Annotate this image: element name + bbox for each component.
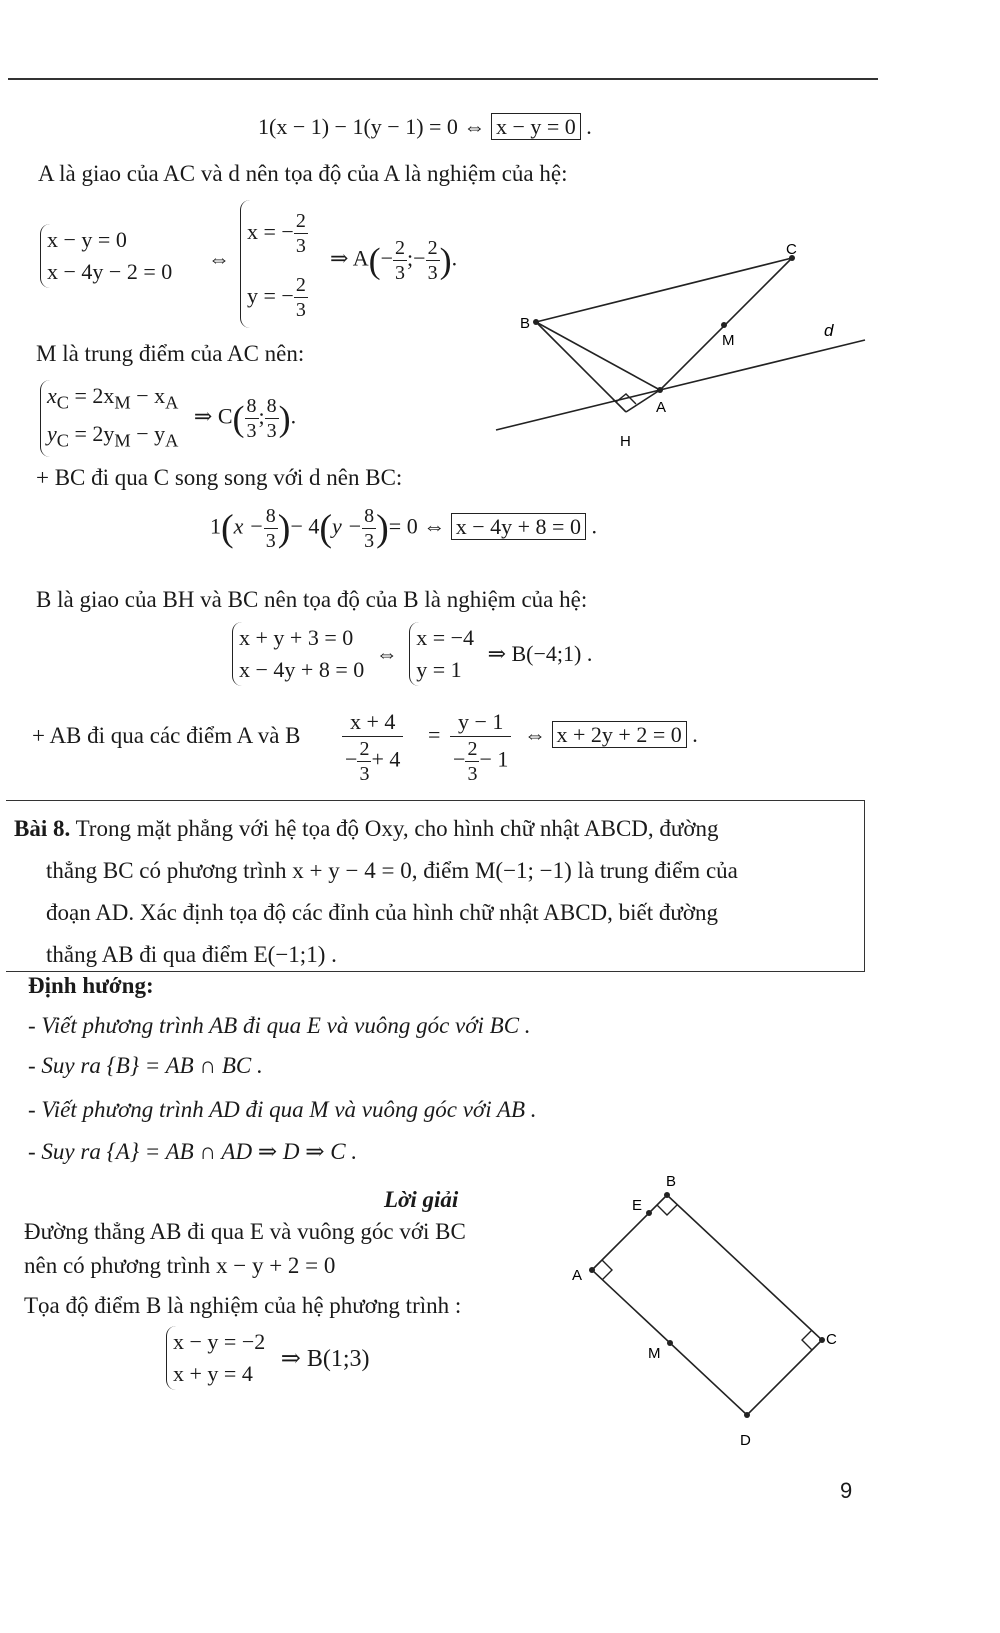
point-c2-dot bbox=[819, 1337, 825, 1343]
label-b: B bbox=[520, 315, 531, 332]
system-b-right: x = −4 y = 1 bbox=[409, 622, 474, 686]
line-d bbox=[496, 340, 865, 430]
frac-den: 3 bbox=[295, 235, 306, 258]
point-b-dot bbox=[533, 319, 539, 325]
point-b2-dot bbox=[664, 1192, 670, 1198]
eq-ac-box: x − y = 0 bbox=[491, 113, 581, 140]
point-a2-dot bbox=[589, 1267, 595, 1273]
eq-ac-result: 1(x − 1) − 1(y − 1) = 0 ⇔ x − y = 0 . bbox=[258, 114, 592, 139]
dinh-huong-title: Định hướng: bbox=[28, 973, 154, 998]
point-e-dot bbox=[646, 1210, 652, 1216]
sys-a-x: x = − bbox=[247, 219, 294, 244]
point-a-result: ⇒ A(− $\frac{2}{3}$ ;− $\frac{2}{3}$ ). bbox=[330, 237, 458, 284]
line-m-intro: M là trung điểm của AC nên: bbox=[36, 341, 305, 366]
label-a2: A bbox=[572, 1267, 583, 1284]
label-b2: B bbox=[666, 1173, 677, 1190]
eq-ac-lhs: 1(x − 1) − 1(y − 1) = 0 ⇔ bbox=[258, 114, 486, 139]
right-angle-a bbox=[602, 1260, 612, 1280]
segment-ba bbox=[536, 322, 660, 390]
system-b2: x − y = −2 x + y = 4 ⇒ B(1;3) bbox=[166, 1326, 370, 1390]
system-b-left: x + y + 3 = 0 x − 4y + 8 = 0 bbox=[232, 622, 364, 686]
step-4: - Suy ra {A} = AB ∩ AD ⇒ D ⇒ C . bbox=[28, 1139, 358, 1164]
frac-num: 2 bbox=[295, 210, 306, 233]
sys-a-row2: x − 4y − 2 = 0 bbox=[47, 259, 173, 284]
step-1: - Viết phương trình AB đi qua E và vuông góc với BC . bbox=[28, 1013, 531, 1038]
label-d: d bbox=[824, 321, 834, 340]
eq-bc-box: x − 4y + 8 = 0 bbox=[451, 513, 586, 540]
system-c bbox=[40, 380, 296, 457]
label-h: H bbox=[620, 433, 631, 450]
label-m2: M bbox=[648, 1345, 661, 1362]
label-c2: C bbox=[826, 1331, 837, 1348]
line-a-intro: A là giao của AC và d nên tọa độ của A là nghiệm của hệ: bbox=[38, 161, 568, 186]
segment-bc bbox=[536, 258, 792, 322]
figure-triangle bbox=[480, 230, 880, 460]
point-m-dot bbox=[721, 322, 727, 328]
equiv-symbol: ⇔ bbox=[208, 246, 230, 271]
system-b: x + y + 3 = 0 x − 4y + 8 = 0 ⇔ x = −4 y = 1 ⇒ B(−4;1) . bbox=[232, 622, 592, 686]
right-angle-c bbox=[802, 1330, 812, 1350]
eq-ab: + AB đi qua các điểm A và B x + 4 − $\frac{2}{3}$ + 4 = y − 1 − $\frac{2}{3}$ − 1 ⇔ x + 2y + 2 = 0 . bbox=[32, 709, 698, 785]
segment-ha bbox=[626, 390, 660, 412]
eq-bc: 1(x − $\frac{8}{3}$ )− 4(y − $\frac{8}{3}$ )= 0 ⇔ x − 4y + 8 = 0 . bbox=[210, 505, 597, 552]
step-3: - Viết phương trình AD đi qua M và vuông góc với AB . bbox=[28, 1097, 537, 1122]
rectangle-abcd bbox=[592, 1195, 822, 1415]
system-c-left: $x_C = 2x_M - x_A$ $y_C = 2y_M - y_A$ bbox=[40, 380, 178, 457]
eq-ab-box: x + 2y + 2 = 0 bbox=[552, 721, 687, 748]
sol-line-3: Tọa độ điểm B là nghiệm của hệ phương trình : bbox=[24, 1293, 462, 1318]
right-angle-b bbox=[657, 1205, 677, 1215]
label-m: M bbox=[722, 332, 735, 349]
system-a-left bbox=[40, 224, 172, 288]
label-c: C bbox=[786, 241, 797, 258]
line-b-intro: B là giao của BH và BC nên tọa độ của B là nghiệm của hệ: bbox=[36, 587, 588, 612]
label-d2: D bbox=[740, 1432, 751, 1449]
point-a-dot bbox=[657, 387, 663, 393]
header-rule bbox=[8, 78, 878, 80]
system-a bbox=[40, 200, 520, 330]
point-c-result: ⇒ C( $\frac{8}{3}$ ; $\frac{8}{3}$ ). bbox=[193, 394, 297, 442]
sys-a-row1: x − y = 0 bbox=[47, 227, 127, 252]
label-a: A bbox=[656, 399, 667, 416]
point-d-dot bbox=[744, 1412, 750, 1418]
line-bc-intro: + BC đi qua C song song với d nên BC: bbox=[36, 465, 403, 490]
loi-giai-title: Lời giải bbox=[384, 1187, 459, 1212]
figure-rectangle bbox=[560, 1160, 860, 1460]
point-m2-dot bbox=[667, 1340, 673, 1346]
system-a-right: x = − $\frac{2}{3}$ y = − $\frac{2}{3}$ bbox=[240, 200, 308, 328]
label-e: E bbox=[632, 1197, 643, 1214]
sol-line-1: Đường thẳng AB đi qua E và vuông góc với BC bbox=[24, 1219, 466, 1244]
problem-text: Bài 8. Trong mặt phẳng với hệ tọa độ Oxy, cho hình chữ nhật ABCD, đường thẳng BC có phương trình x + y − 4 = 0, điểm M(−1; −1) là trung điểm của đoạn AD. Xác định tọa độ các đỉnh của hình chữ nhật ABCD, biết đường thẳng AB đi qua điểm E(−1;1) . bbox=[14, 816, 738, 967]
page-number: 9 bbox=[840, 1478, 853, 1503]
step-2: - Suy ra {B} = AB ∩ BC . bbox=[28, 1053, 263, 1078]
sys-a-y: y = − bbox=[247, 283, 294, 308]
segment-bh bbox=[536, 322, 626, 412]
sol-line-2: nên có phương trình x − y + 2 = 0 bbox=[24, 1253, 336, 1278]
problem-label: Bài 8. bbox=[14, 816, 71, 841]
